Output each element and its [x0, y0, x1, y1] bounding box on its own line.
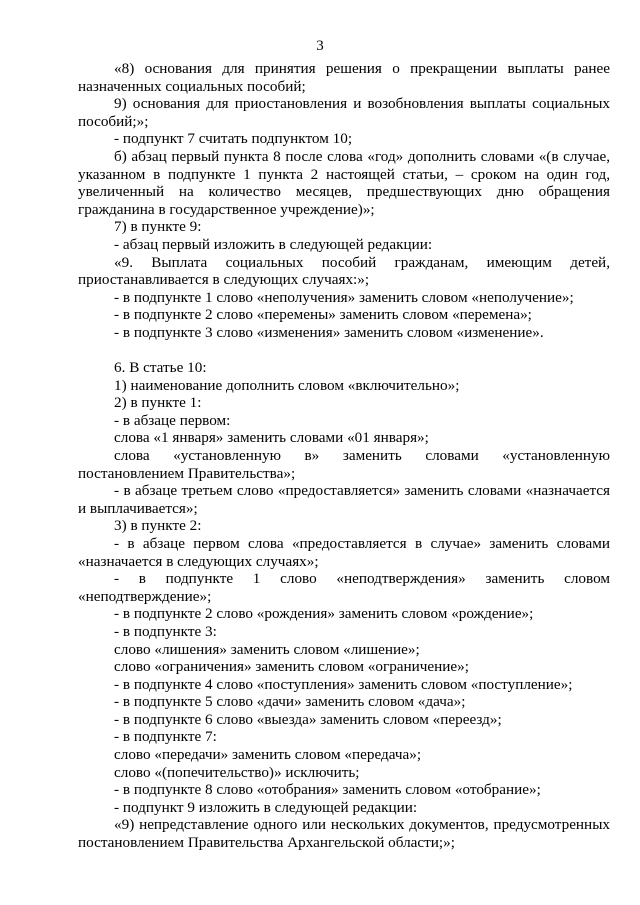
paragraph: - подпункт 9 изложить в следующей редакции:: [114, 798, 418, 816]
paragraph: - в подпункте 2 слово «рождения» заменить словом «рождение»;: [114, 605, 534, 623]
paragraph: - подпункт 7 считать подпунктом 10;: [114, 130, 353, 148]
paragraph: - в подпункте 3:: [114, 622, 217, 640]
paragraph: - в абзаце первом слова «предоставляется в случае» заменить словами «назначается в следующих случаях»;: [78, 534, 610, 570]
paragraph: - абзац первый изложить в следующей редакции:: [114, 235, 433, 253]
paragraph: - в абзаце третьем слово «предоставляется» заменить словами «назначается и выплачивается»;: [78, 482, 610, 517]
paragraph: 3) в пункте 2:: [114, 517, 202, 535]
paragraph: - в подпункте 7:: [114, 728, 217, 746]
paragraph: слово «(попечительство)» исключить;: [114, 763, 360, 781]
paragraph: - в подпункте 1 слово «неподтверждения» заменить словом «неподтверждение»;: [78, 570, 610, 605]
paragraph: слово «ограничения» заменить словом «ограничение»;: [114, 658, 469, 676]
paragraph: - в подпункте 4 слово «поступления» заменить словом «поступление»;: [114, 675, 573, 693]
paragraph: слово «лишения» заменить словом «лишение»;: [114, 640, 420, 658]
paragraph: 7) в пункте 9:: [114, 218, 202, 236]
paragraph: «9) непредставление одного или нескольких документов, предусмотренных постановлением Правительства Архангельской области;»;: [78, 816, 610, 852]
paragraph: б) абзац первый пункта 8 после слова «год» дополнить словами «(в случае, указанном в подпункте 1 пункта 2 настоящей статьи, – сроком на один год, увеличенный на количество месяцев, предшествующих дню обращения гражданина в государственное учреждение)»;: [78, 147, 610, 218]
paragraph: - в подпункте 6 слово «выезда» заменить словом «переезд»;: [114, 710, 502, 728]
paragraph: слова «установленную в» заменить словами «установленную постановлением Правительства»;: [78, 446, 610, 482]
paragraph: слово «передачи» заменить словом «передача»;: [114, 746, 422, 764]
page-number: 3: [316, 38, 324, 54]
paragraph: - в подпункте 2 слово «перемены» заменить словом «перемена»;: [114, 306, 532, 324]
paragraph: слова «1 января» заменить словами «01 января»;: [114, 429, 429, 447]
paragraph: 1) наименование дополнить словом «включительно»;: [114, 376, 460, 394]
paragraph: 2) в пункте 1:: [114, 394, 202, 412]
paragraph: - в абзаце первом:: [114, 411, 231, 429]
paragraph: - в подпункте 8 слово «отобрания» заменить словом «отобрание»;: [114, 781, 541, 799]
paragraph: - в подпункте 5 слово «дачи» заменить словом «дача»;: [114, 693, 466, 711]
paragraph: «9. Выплата социальных пособий гражданам, имеющим детей, приостанавливается в следующих случаях:»;: [78, 253, 610, 289]
paragraph: - в подпункте 3 слово «изменения» заменить словом «изменение».: [114, 323, 544, 341]
document-body: [78, 60, 610, 852]
paragraph-spacer: [78, 342, 610, 360]
paragraph: 6. В статье 10:: [114, 359, 207, 376]
paragraph: - в подпункте 1 слово «неполучения» заменить словом «неполучение»;: [114, 288, 574, 306]
paragraph: 9) основания для приостановления и возобновления выплаты социальных пособий;»;: [78, 95, 610, 130]
paragraph: «8) основания для принятия решения о прекращении выплаты ранее назначенных социальных пособий;: [78, 60, 610, 95]
